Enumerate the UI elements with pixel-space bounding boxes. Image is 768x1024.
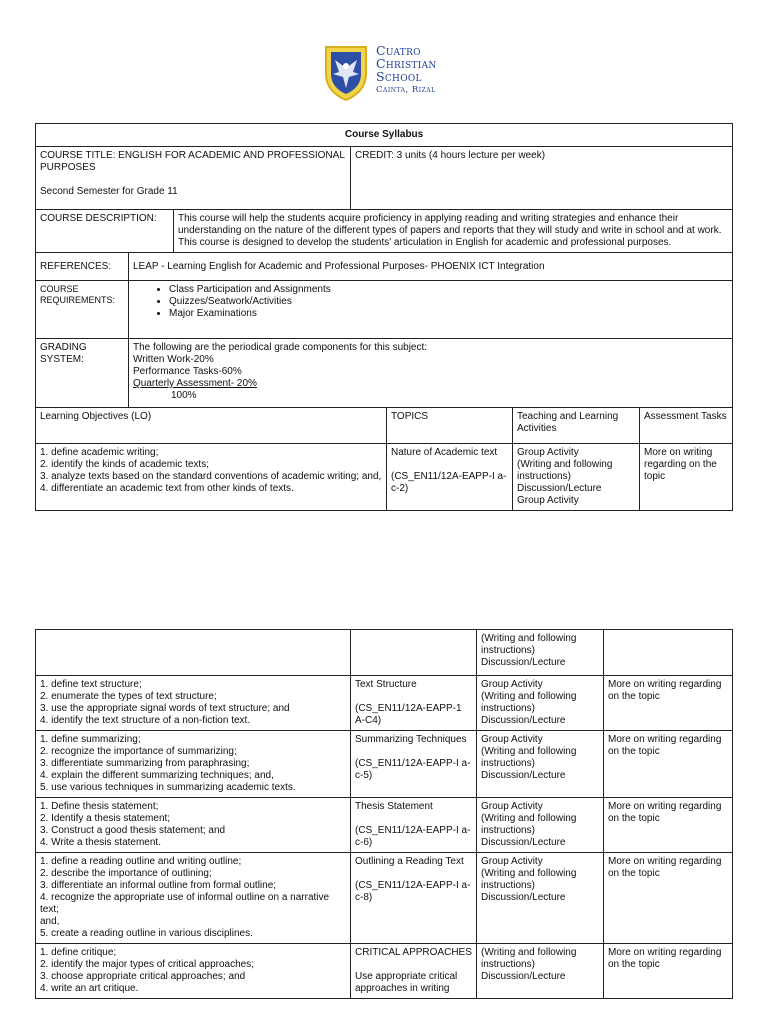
- row-assessment: More on writing regarding on the topic: [604, 676, 733, 731]
- school-name-line-3: School: [376, 69, 422, 84]
- row-activities: (Writing and following instructions) Discussion/Lecture: [477, 944, 604, 999]
- requirements-cell: [129, 281, 733, 339]
- description-label: COURSE DESCRIPTION:: [36, 210, 174, 253]
- table-row: [36, 944, 733, 999]
- row-activities: Group Activity (Writing and following instructions) Discussion/Lecture: [477, 731, 604, 798]
- row-objectives: 1. define critique; 2. identify the major types of critical approaches; 3. choose appropriate critical approaches; and 4. write an art critique.: [36, 944, 351, 999]
- table-row: [36, 630, 733, 676]
- requirement-item: • Quizzes/Seatwork/Activities: [169, 296, 728, 308]
- grading-quarterly-assessment: Quarterly Assessment- 20%: [133, 378, 257, 389]
- grading-intro: The following are the periodical grade components for this subject:: [133, 342, 428, 353]
- grading-performance-tasks: Performance Tasks-60%: [133, 366, 242, 377]
- row-topic: Summarizing Techniques (CS_EN11/12A-EAPP-I a-c-5): [351, 731, 477, 798]
- row-topic: [351, 630, 477, 676]
- course-description: This course will help the students acquire proficiency in applying reading and writing strategies and enhance their understanding on the nature of the different types of papers and reports that they will study and write in school and at work. This course is designed to develop the students' articulation in English for academic and professional purposes.: [174, 210, 733, 253]
- header-activities: Teaching and Learning Activities: [513, 408, 640, 444]
- grading-total: 100%: [171, 390, 197, 401]
- table-row: [36, 676, 733, 731]
- semester: Second Semester for Grade 11: [40, 186, 178, 197]
- course-title-cell: [36, 147, 351, 210]
- row-assessment: More on writing regarding on the topic: [640, 444, 733, 511]
- row-topic: Thesis Statement (CS_EN11/12A-EAPP-I a-c-6): [351, 798, 477, 853]
- references: LEAP - Learning English for Academic and Professional Purposes- PHOENIX ICT Integration: [129, 253, 733, 281]
- header-learning-objectives: Learning Objectives (LO): [36, 408, 387, 444]
- row-objectives: 1. Define thesis statement; 2. Identify a thesis statement; 3. Construct a good thesis statement; and 4. Write a thesis statement.: [36, 798, 351, 853]
- row-activities: Group Activity (Writing and following instructions) Discussion/Lecture: [477, 798, 604, 853]
- row-objectives: 1. define text structure; 2. enumerate the types of text structure; 3. use the appropriate signal words of text structure; and 4. identify the text structure of a non-fiction text.: [36, 676, 351, 731]
- row-topic: Nature of Academic text (CS_EN11/12A-EAPP-I a-c-2): [387, 444, 513, 511]
- syllabus-title: Course Syllabus: [36, 124, 733, 147]
- row-topic: CRITICAL APPROACHES Use appropriate critical approaches in writing: [351, 944, 477, 999]
- school-name-line-1: Cuatro: [376, 43, 421, 58]
- row-objectives: [36, 630, 351, 676]
- row-objectives: 1. define academic writing; 2. identify the kinds of academic texts; 3. analyze texts based on the standard conventions of academic writing; and, 4. differentiate an academic text from other kinds of texts.: [36, 444, 387, 511]
- table-row: [36, 444, 733, 511]
- row-assessment: More on writing regarding on the topic: [604, 731, 733, 798]
- learning-schedule-table: [35, 629, 733, 999]
- table-row: [36, 798, 733, 853]
- school-name-line-2: Christian: [376, 56, 437, 71]
- row-activities: Group Activity (Writing and following instructions) Discussion/Lecture Group Activity: [513, 444, 640, 511]
- course-title: COURSE TITLE: ENGLISH FOR ACADEMIC AND PROFESSIONAL PURPOSES: [40, 150, 345, 173]
- row-topic: Outlining a Reading Text (CS_EN11/12A-EAPP-I a-c-8): [351, 853, 477, 944]
- row-topic: Text Structure (CS_EN11/12A-EAPP-1 A-C4): [351, 676, 477, 731]
- row-activities: (Writing and following instructions) Discussion/Lecture: [477, 630, 604, 676]
- credit: CREDIT: 3 units (4 hours lecture per week): [351, 147, 733, 210]
- row-objectives: 1. define a reading outline and writing outline; 2. describe the importance of outlining; 3. differentiate an informal outline from formal outline; 4. recognize the appropriate use of informal outline on a narrative text; and, 5. create a reading outline in various disciplines.: [36, 853, 351, 944]
- requirement-item: • Major Examinations: [169, 308, 728, 320]
- school-location: Cainta, Rizal: [376, 85, 436, 95]
- requirements-list: [133, 284, 728, 320]
- header-assessment: Assessment Tasks: [640, 408, 733, 444]
- row-assessment: More on writing regarding on the topic: [604, 798, 733, 853]
- course-syllabus-table: [35, 123, 733, 511]
- table-row: [36, 853, 733, 944]
- school-logo: [323, 40, 453, 104]
- grading-written-work: Written Work-20%: [133, 354, 214, 365]
- row-activities: Group Activity (Writing and following instructions) Discussion/Lecture: [477, 676, 604, 731]
- row-activities: Group Activity (Writing and following instructions) Discussion/Lecture: [477, 853, 604, 944]
- eagle-crest-icon: [323, 44, 369, 102]
- header-topics: TOPICS: [387, 408, 513, 444]
- table-row: [36, 731, 733, 798]
- requirements-label: COURSE REQUIREMENTS:: [36, 281, 129, 339]
- references-label: REFERENCES:: [36, 253, 129, 281]
- row-assessment: More on writing regarding on the topic: [604, 944, 733, 999]
- row-assessment: More on writing regarding on the topic: [604, 853, 733, 944]
- row-assessment: [604, 630, 733, 676]
- grading-label: GRADING SYSTEM:: [36, 339, 129, 408]
- requirement-item: • Class Participation and Assignments: [169, 284, 728, 296]
- grading-cell: [129, 339, 733, 408]
- row-objectives: 1. define summarizing; 2. recognize the importance of summarizing; 3. differentiate summarizing from paraphrasing; 4. explain the different summarizing techniques; and, 5. use various techniques in summarizing academic texts.: [36, 731, 351, 798]
